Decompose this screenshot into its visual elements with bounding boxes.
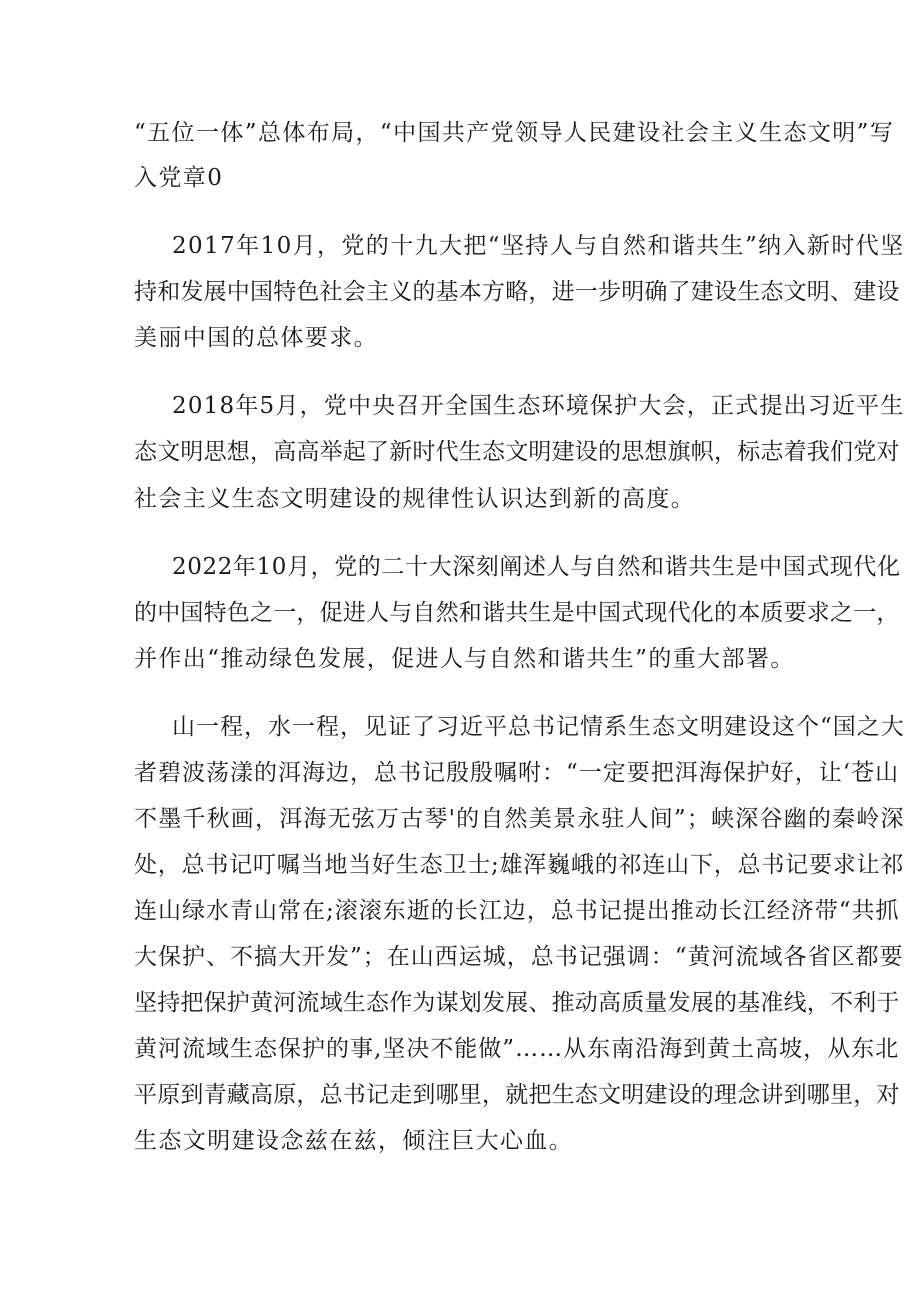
text-line: 黄河流域生态保护的事,坚决不能做”……从东南沿海到黄土高坡，从东北 bbox=[134, 1036, 900, 1062]
text-line: 美丽中国的总体要求。 bbox=[134, 325, 378, 351]
text-line: 社会主义生态文明建设的规律性认识达到新的高度。 bbox=[134, 486, 696, 512]
text-line: 山一程，水一程，见证了习近平总书记情系生态文明建设这个“国之大 bbox=[172, 714, 905, 740]
text-line: 者碧波荡漾的洱海边，总书记殷殷嘱咐：“一定要把洱海保护好，让‘苍山 bbox=[134, 760, 900, 786]
text-line: 平原到青藏高原，总书记走到哪里，就把生态文明建设的理念讲到哪里，对 bbox=[134, 1082, 900, 1108]
text-line: 2018年5月，党中央召开全国生态环境保护大会，正式提出习近平生 bbox=[172, 393, 905, 419]
text-line: 态文明思想，高高举起了新时代生态文明建设的思想旗帜，标志着我们党对 bbox=[134, 439, 900, 465]
text-line: 2022年10月，党的二十大深刻阐述人与自然和谐共生是中国式现代化 bbox=[172, 554, 901, 580]
text-line: 不墨千秋画，洱海无弦万古琴'的自然美景永驻人间”；峡深谷幽的秦岭深 bbox=[134, 806, 905, 832]
text-line: 坚持把保护黄河流域生态作为谋划发展、推动高质量发展的基准线，不利于 bbox=[134, 990, 900, 1016]
text-line: 入党章0 bbox=[134, 165, 224, 191]
text-line: 连山绿水青山常在;滚滚东逝的长江边，总书记提出推动长江经济带“共抓 bbox=[134, 898, 900, 924]
text-line: 2017年10月，党的十九大把“坚持人与自然和谐共生”纳入新时代坚 bbox=[172, 233, 905, 259]
text-line: 大保护、不搞大开发”；在山西运城，总书记强调：“黄河流域各省区都要 bbox=[134, 944, 904, 970]
text-line: 的中国特色之一，促进人与自然和谐共生是中国式现代化的本质要求之一， bbox=[134, 600, 900, 626]
text-line: 并作出“推动绿色发展，促进人与自然和谐共生”的重大部署。 bbox=[134, 646, 795, 672]
text-line: 持和发展中国特色社会主义的基本方略，进一步明确了建设生态文明、建设 bbox=[134, 279, 900, 305]
text-line: “五位一体”总体布局，“中国共产党领导人民建设社会主义生态文明”写 bbox=[134, 120, 895, 146]
text-line: 生态文明建设念兹在兹，倾注巨大心血。 bbox=[134, 1128, 574, 1154]
text-line: 处，总书记叮嘱当地当好生态卫士;雄浑巍峨的祁连山下，总书记要求让祁 bbox=[134, 852, 905, 878]
